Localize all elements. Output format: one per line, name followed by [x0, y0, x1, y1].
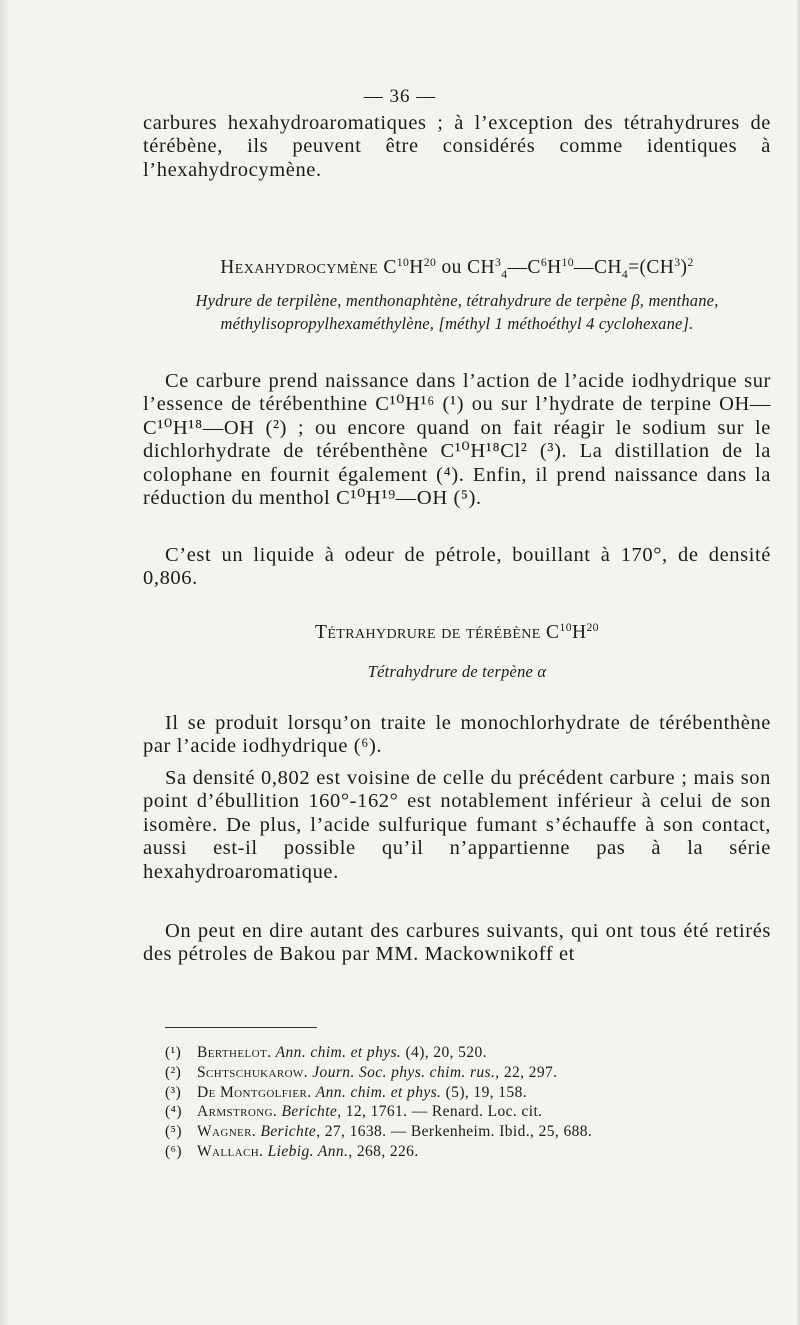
- footnote-2: (²) Schtschukarow. Journ. Soc. phys. chim. rus., 22, 297.: [165, 1063, 558, 1081]
- footnote-divider: [165, 1027, 317, 1028]
- heading-hexahydrocymene-formula: $C^{10}H^{20}$: [383, 255, 437, 278]
- heading-hexahydrocymene-structural: $CH^3_4—C^6H^{10}—CH_4=(CH^3)^2$: [467, 255, 694, 281]
- page-number: — 36 —: [363, 86, 437, 107]
- footnote-1: (¹) Berthelot. Ann. chim. et phys. (4), 20, 520.: [165, 1044, 487, 1061]
- heading-hexahydrocymene: [143, 257, 771, 281]
- synonyms-line-2: méthylisopropylhexaméthylène, [méthyl 1 méthoéthyl 4 cyclohexane].: [220, 314, 694, 333]
- paragraph-production: Il se produit lorsqu’on traite le monochlorhydrate de térébenthène par l’acide iodhydrique (⁶).: [143, 712, 771, 758]
- paragraph-density: Sa densité 0,802 est voisine de celle du précédent carbure ; mais son point d’ébullition 160°-162° est notablement inférieur à celui de son isomère. De plus, l’acide sulfurique fumant s’échauffe à son contact, aussi est-il possible qu’il n’appartienne pas à la série hexahydroaromatique.: [143, 767, 771, 883]
- page-right-edge: [796, 0, 800, 1325]
- heading-tetrahydrure-formula: $C^{10}H^{20}$: [546, 620, 599, 643]
- footnote-3: (³) De Montgolfier. Ann. chim. et phys. (5), 19, 158.: [165, 1083, 528, 1101]
- paragraph-formation: Ce carbure prend naissance dans l’action de l’acide iodhydrique sur l’essence de térébenthine C¹⁰H¹⁶ (¹) ou sur l’hydrate de terpine OH—C¹⁰H¹⁸—OH (²) ; ou encore quand on fait réagir le sodium sur le dichlorhydrate de térébenthène C¹⁰H¹⁸Cl² (³). La distillation de la colophane en fournit également (⁴). Enfin, il prend naissance dans la réduction du menthol C¹⁰H¹⁹—OH (⁵).: [143, 370, 771, 510]
- page-left-edge: [0, 0, 10, 1325]
- paragraph-properties: C’est un liquide à odeur de pétrole, bouillant à 170°, de densité 0,806.: [143, 544, 771, 590]
- heading-tetrahydrure-name: Tétrahydrure de térébène: [315, 622, 541, 643]
- heading-tetrahydrure-terebene: [143, 622, 771, 644]
- footnotes: [165, 1043, 725, 1162]
- paragraph-intro: carbures hexahydroaromatiques ; à l’exception des tétrahydrures de térébène, ils peuvent être considérés comme identiques à l’hexahydrocymène.: [143, 112, 771, 181]
- footnote-5: (⁵) Wagner. Berichte, 27, 1638. — Berkenheim. Ibid., 25, 688.: [165, 1123, 593, 1141]
- synonym-tetrahydrure: Tétrahydrure de terpène α: [367, 662, 547, 681]
- synonyms-hexahydrocymene: [143, 289, 771, 335]
- footnote-4: (⁴) Armstrong. Berichte, 12, 1761. — Renard. Loc. cit.: [165, 1103, 543, 1121]
- footnote-6: (⁶) Wallach. Liebig. Ann., 268, 226.: [165, 1142, 419, 1160]
- synonyms-line-1: Hydrure de terpilène, menthonaphtène, tétrahydrure de terpène β, menthane,: [195, 291, 719, 310]
- heading-hexahydrocymene-name: Hexahydrocymène: [220, 257, 379, 278]
- paragraph-continuation: On peut en dire autant des carbures suivants, qui ont tous été retirés des pétroles de Bakou par MM. Mackownikoff et: [143, 920, 771, 966]
- heading-or-word: ou: [441, 257, 462, 278]
